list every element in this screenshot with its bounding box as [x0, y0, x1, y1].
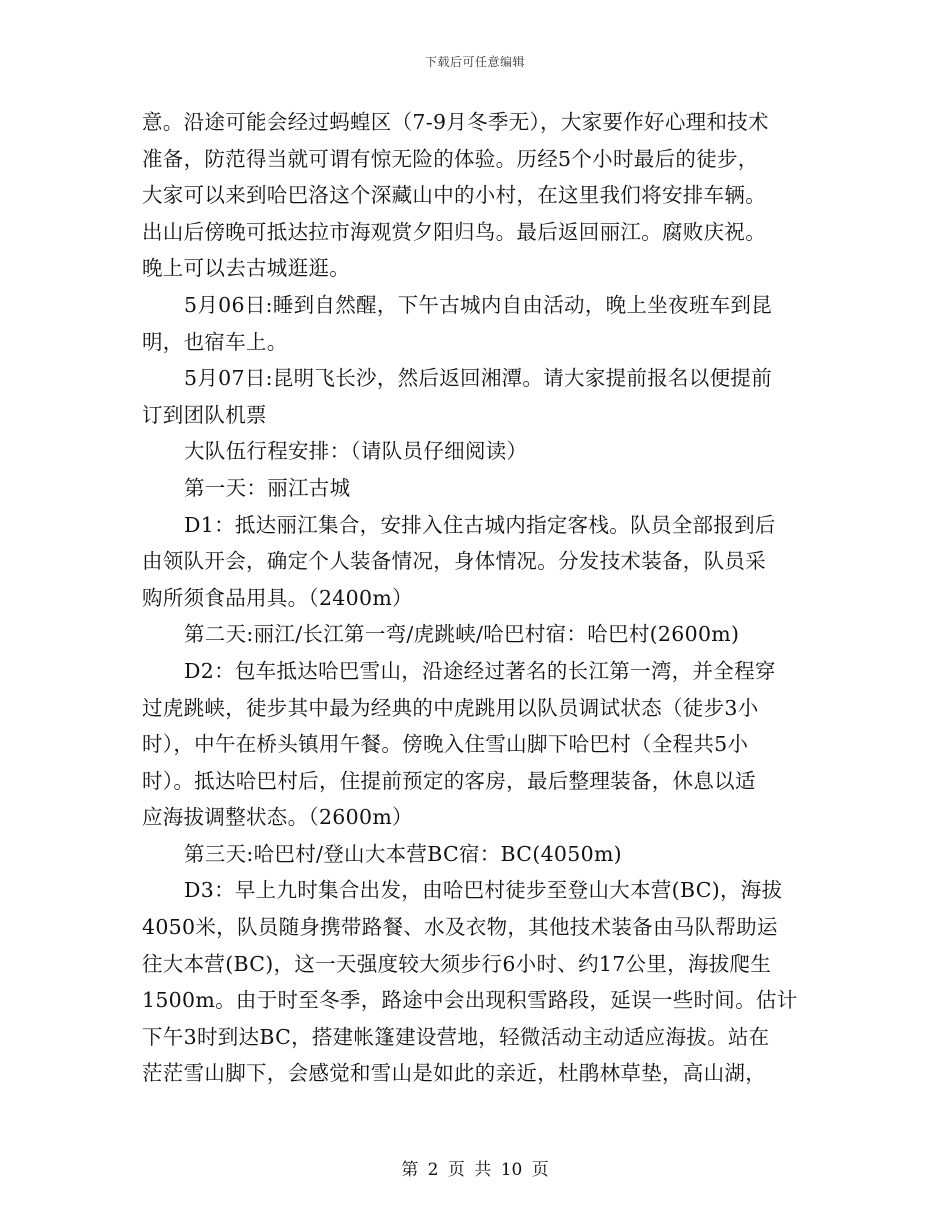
body-line: 应海拔调整状态。（2600m） [142, 805, 413, 830]
body-line: 4050米，队员随身携带路餐、水及衣物，其他技术装备由马队帮助运 [142, 915, 778, 940]
document-body [142, 104, 812, 1092]
body-line: 5月06日:睡到自然醒，下午古城内自由活动，晚上坐夜班车到昆 [184, 292, 773, 317]
body-line: 大家可以来到哈巴洛这个深藏山中的小村，在这里我们将安排车辆。 [142, 183, 766, 208]
body-line: 购所须食品用具。（2400m） [142, 585, 413, 610]
body-line: 由领队开会，确定个人装备情况，身体情况。分发技术装备，队员采 [142, 549, 766, 574]
day-heading: 第二天:丽江/长江第一弯/虎跳峡/哈巴村宿：哈巴村(2600m) [184, 622, 740, 647]
day-heading: 第一天：丽江古城 [184, 475, 351, 500]
body-line: D3：早上九时集合出发，由哈巴村徒步至登山大本营(BC)，海拔 [184, 878, 783, 903]
body-line: 1500m。由于时至冬季，路途中会出现积雪路段，延误一些时间。估计 [142, 988, 798, 1013]
body-line: 准备，防范得当就可谓有惊无险的体验。历经5个小时最后的徒步， [142, 146, 759, 171]
body-line: 订到团队机票 [142, 402, 267, 427]
body-line: 茫茫雪山脚下，会感觉和雪山是如此的亲近，杜鹃林草垫，高山湖， [142, 1061, 766, 1086]
body-line: 晚上可以去古城逛逛。 [142, 256, 350, 281]
body-line: 明，也宿车上。 [142, 329, 288, 354]
body-line: 过虎跳峡，徒步其中最为经典的中虎跳用以队员调试状态（徒步3小 [142, 695, 759, 720]
body-line: 意。沿途可能会经过蚂蝗区（7-9月冬季无），大家要作好心理和技术 [142, 110, 769, 134]
body-line: D2：包车抵达哈巴雪山，沿途经过著名的长江第一湾，并全程穿 [184, 658, 776, 683]
page-header-note: 下载后可任意编辑 [424, 55, 525, 69]
day-heading: 第三天:哈巴村/登山大本营BC宿：BC(4050m) [184, 841, 622, 866]
body-line: 时）。抵达哈巴村后，住提前预定的客房，最后整理装备，休息以适 [142, 768, 756, 793]
body-line: D1：抵达丽江集合，安排入住古城内指定客栈。队员全部报到后 [184, 512, 776, 537]
body-line: 出山后傍晚可抵达拉市海观赏夕阳归鸟。最后返回丽江。腐败庆祝。 [142, 219, 766, 244]
section-heading: 大队伍行程安排：（请队员仔细阅读） [184, 439, 528, 464]
body-line: 往大本营(BC)，这一天强度较大须步行6小时、约17公里，海拔爬生 [142, 951, 772, 976]
body-line: 下午3时到达BC，搭建帐篷建设营地，轻微活动主动适应海拔。站在 [142, 1024, 770, 1049]
body-line: 5月07日:昆明飞长沙，然后返回湘潭。请大家提前报名以便提前 [184, 366, 773, 391]
body-line: 时），中午在桥头镇用午餐。傍晚入住雪山脚下哈巴村（全程共5小 [142, 732, 749, 757]
page-number: 第 2 页 共 10 页 [401, 1160, 549, 1180]
